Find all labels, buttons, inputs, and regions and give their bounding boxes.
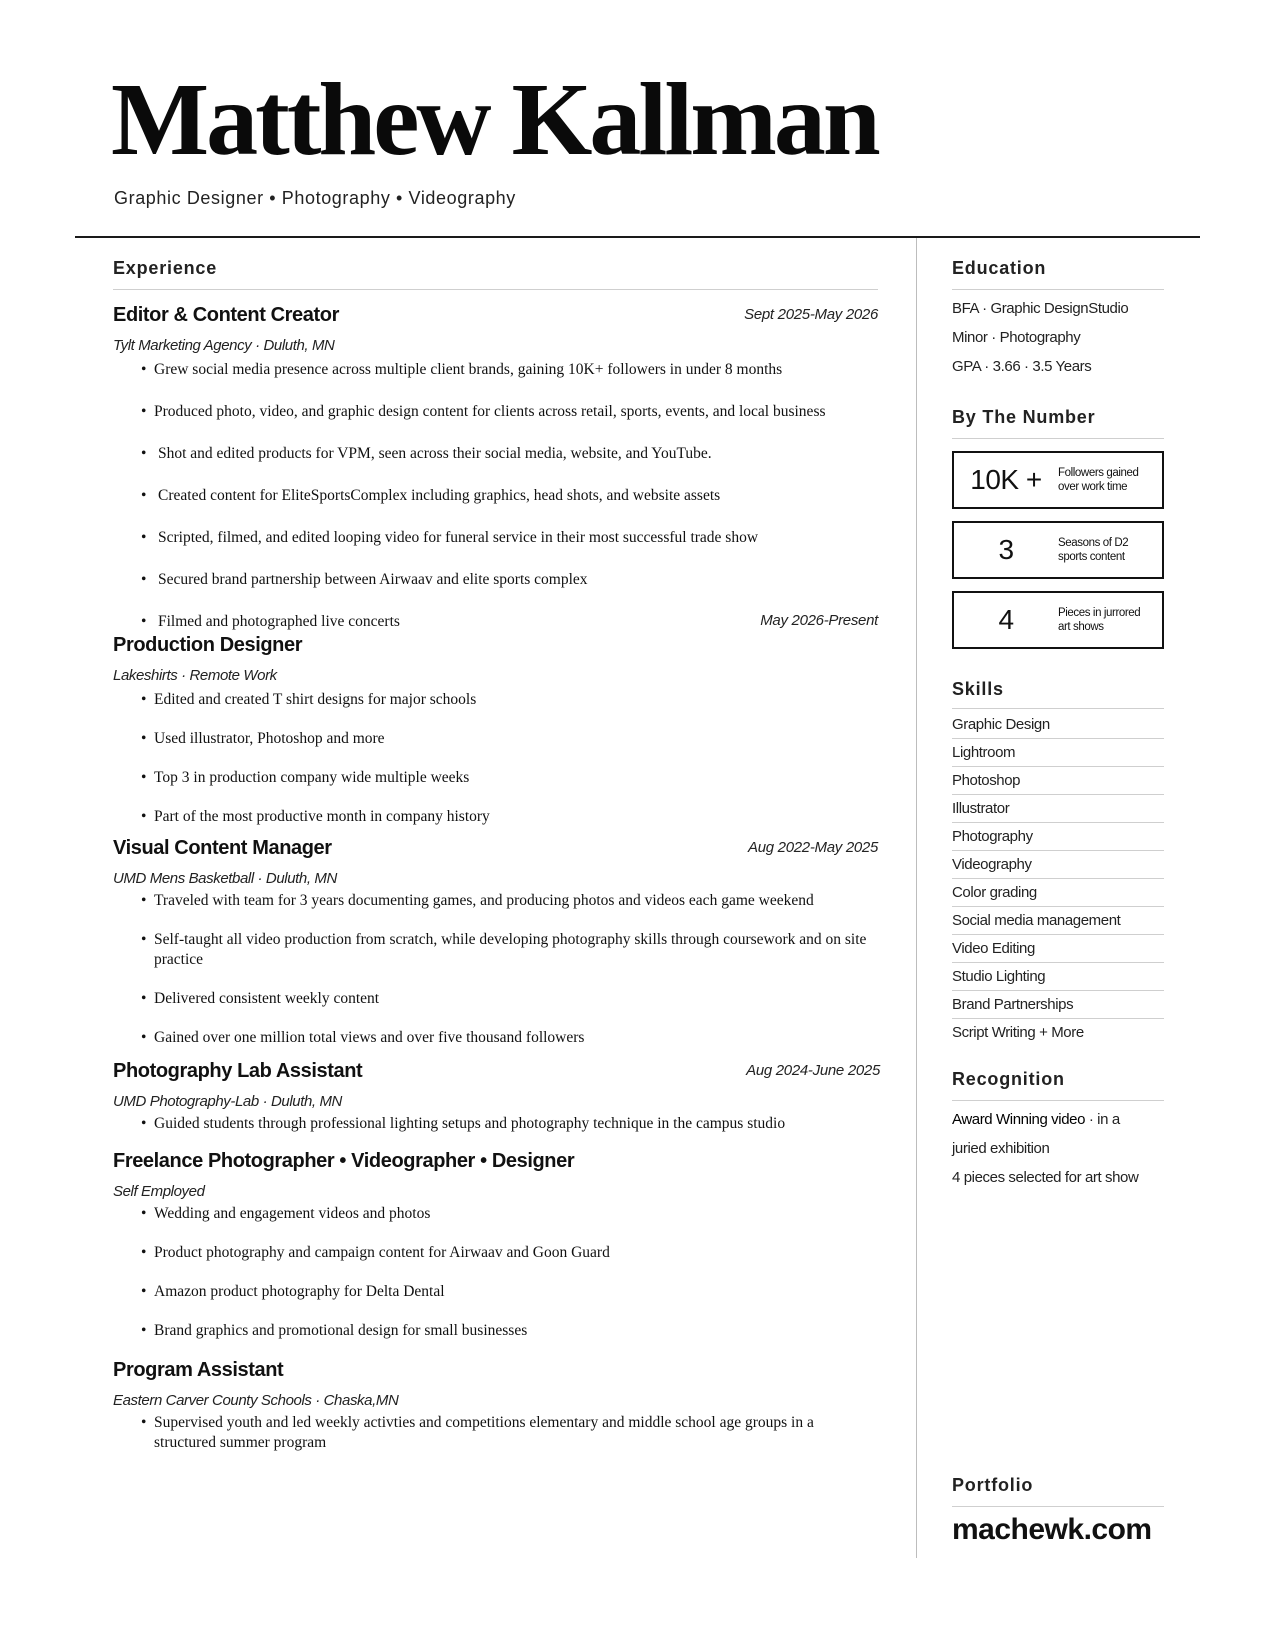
list-item: • Wedding and engagement videos and photos <box>141 1204 878 1224</box>
list-item: • Scripted, filmed, and edited looping video for funeral service in their most successful trade show <box>141 528 878 548</box>
experience-section <box>113 258 878 1453</box>
list-item: • Guided students through professional lighting setups and photography technique in the campus studio <box>141 1114 878 1134</box>
list-item: • Supervised youth and led weekly activties and competitions elementary and middle school age groups in a structured summer program <box>141 1413 878 1453</box>
skills-list <box>952 711 1164 1047</box>
education-degree: BFA · Graphic DesignStudio <box>952 300 1129 317</box>
resume-tagline: Graphic Designer • Photography • Videography <box>114 188 516 208</box>
education-list <box>952 294 1164 381</box>
list-item: Script Writing + More <box>952 1024 1084 1041</box>
stat-value: 4 <box>998 604 1014 635</box>
recognition-award <box>952 1105 1164 1134</box>
education-heading: Education <box>952 258 1164 290</box>
job-title: Production Designer <box>113 634 303 656</box>
portfolio-link[interactable]: machewk.com <box>952 1513 1152 1546</box>
portfolio-section <box>952 1475 1164 1547</box>
list-item: • Edited and created T shirt designs for major schools <box>141 690 878 710</box>
job-date: Aug 2022-May 2025 <box>748 839 878 856</box>
stat-box <box>952 591 1164 649</box>
list-item: • Shot and edited products for VPM, seen across their social media, website, and YouTube. <box>141 444 878 464</box>
list-item: Videography <box>952 851 1164 879</box>
sidebar <box>952 258 1164 1546</box>
job-bullets <box>113 360 878 632</box>
list-item: Illustrator <box>952 795 1164 823</box>
job-date: May 2026-Present <box>760 612 878 629</box>
stat-label: Followers gained over work time <box>1058 467 1139 493</box>
job-bullets <box>113 891 878 1048</box>
recognition-art-show: 4 pieces selected for art show <box>952 1169 1139 1186</box>
list-item: • Traveled with team for 3 years documenting games, and producing photos and videos each game weekend <box>141 891 878 911</box>
list-item: • Self-taught all video production from scratch, while developing photography skills through coursework and on site practice <box>141 930 878 970</box>
recognition-exhibition: juried exhibition <box>952 1140 1050 1157</box>
skills-heading: Skills <box>952 679 1164 709</box>
job-entry <box>113 1150 878 1341</box>
job-entry <box>113 1359 878 1453</box>
list-item: Brand Partnerships <box>952 991 1164 1019</box>
stat-value: 3 <box>998 534 1014 565</box>
job-organization: Eastern Carver County Schools · Chaska,MN <box>113 1392 399 1409</box>
job-organization: Self Employed <box>113 1183 205 1200</box>
recognition-heading: Recognition <box>952 1069 1164 1101</box>
job-title: Freelance Photographer • Videographer • Designer <box>113 1150 575 1172</box>
job-title: Visual Content Manager <box>113 837 332 859</box>
list-item: Studio Lighting <box>952 963 1164 991</box>
list-item: • Used illustrator, Photoshop and more <box>141 729 878 749</box>
experience-heading: Experience <box>113 258 878 290</box>
list-item: • Created content for EliteSportsComplex including graphics, head shots, and website assets <box>141 486 878 506</box>
list-item: • Secured brand partnership between Airwaav and elite sports complex <box>141 570 878 590</box>
stat-box <box>952 521 1164 579</box>
list-item: • Top 3 in production company wide multiple weeks <box>141 768 878 788</box>
list-item: Social media management <box>952 907 1164 935</box>
list-item: • Filmed and photographed live concerts <box>141 612 878 632</box>
job-entry <box>113 1060 878 1134</box>
job-organization: UMD Mens Basketball · Duluth, MN <box>113 870 337 887</box>
stat-box <box>952 451 1164 509</box>
job-title: Photography Lab Assistant <box>113 1060 363 1082</box>
job-organization: Lakeshirts · Remote Work <box>113 667 277 684</box>
recognition-award-context: · in a <box>1085 1111 1120 1128</box>
job-title: Editor & Content Creator <box>113 304 339 326</box>
recognition-award-title: Award Winning video <box>952 1111 1086 1128</box>
job-date: Sept 2025-May 2026 <box>744 306 878 323</box>
header-divider <box>75 236 1200 238</box>
list-item: Color grading <box>952 879 1164 907</box>
job-entry <box>113 837 878 1048</box>
list-item: Video Editing <box>952 935 1164 963</box>
resume-name: Matthew Kallman <box>111 62 878 177</box>
job-bullets <box>113 690 878 827</box>
list-item: Photoshop <box>952 767 1164 795</box>
job-organization: Tylt Marketing Agency · Duluth, MN <box>113 337 335 354</box>
list-item: • Produced photo, video, and graphic design content for clients across retail, sports, events, and local business <box>141 402 878 422</box>
job-bullets <box>113 1114 878 1134</box>
list-item: Photography <box>952 823 1164 851</box>
job-organization: UMD Photography-Lab · Duluth, MN <box>113 1093 342 1110</box>
stat-label: Seasons of D2 sports content <box>1058 537 1129 563</box>
list-item: • Brand graphics and promotional design for small businesses <box>141 1321 878 1341</box>
education-minor: Minor · Photography <box>952 329 1081 346</box>
list-item: • Product photography and campaign content for Airwaav and Goon Guard <box>141 1243 878 1263</box>
column-divider <box>916 238 917 1558</box>
job-date: Aug 2024-June 2025 <box>746 1062 880 1079</box>
stat-value: 10K + <box>970 464 1042 495</box>
numbers-heading: By The Number <box>952 407 1164 439</box>
education-gpa: GPA · 3.66 · 3.5 Years <box>952 358 1092 375</box>
stat-label: Pieces in jurrored art shows <box>1058 607 1141 633</box>
list-item: Lightroom <box>952 739 1164 767</box>
recognition-list <box>952 1105 1164 1192</box>
job-title: Program Assistant <box>113 1359 284 1381</box>
list-item: • Part of the most productive month in company history <box>141 807 878 827</box>
job-bullets <box>113 1413 878 1453</box>
list-item: • Grew social media presence across multiple client brands, gaining 10K+ followers in under 8 months <box>141 360 878 380</box>
list-item: • Gained over one million total views and over five thousand followers <box>141 1028 878 1048</box>
job-entry <box>113 304 878 632</box>
list-item: • Amazon product photography for Delta Dental <box>141 1282 878 1302</box>
portfolio-heading: Portfolio <box>952 1475 1164 1507</box>
list-item: Graphic Design <box>952 711 1164 739</box>
list-item: • Delivered consistent weekly content <box>141 989 878 1009</box>
job-bullets <box>113 1204 878 1341</box>
stats-list <box>952 451 1164 649</box>
